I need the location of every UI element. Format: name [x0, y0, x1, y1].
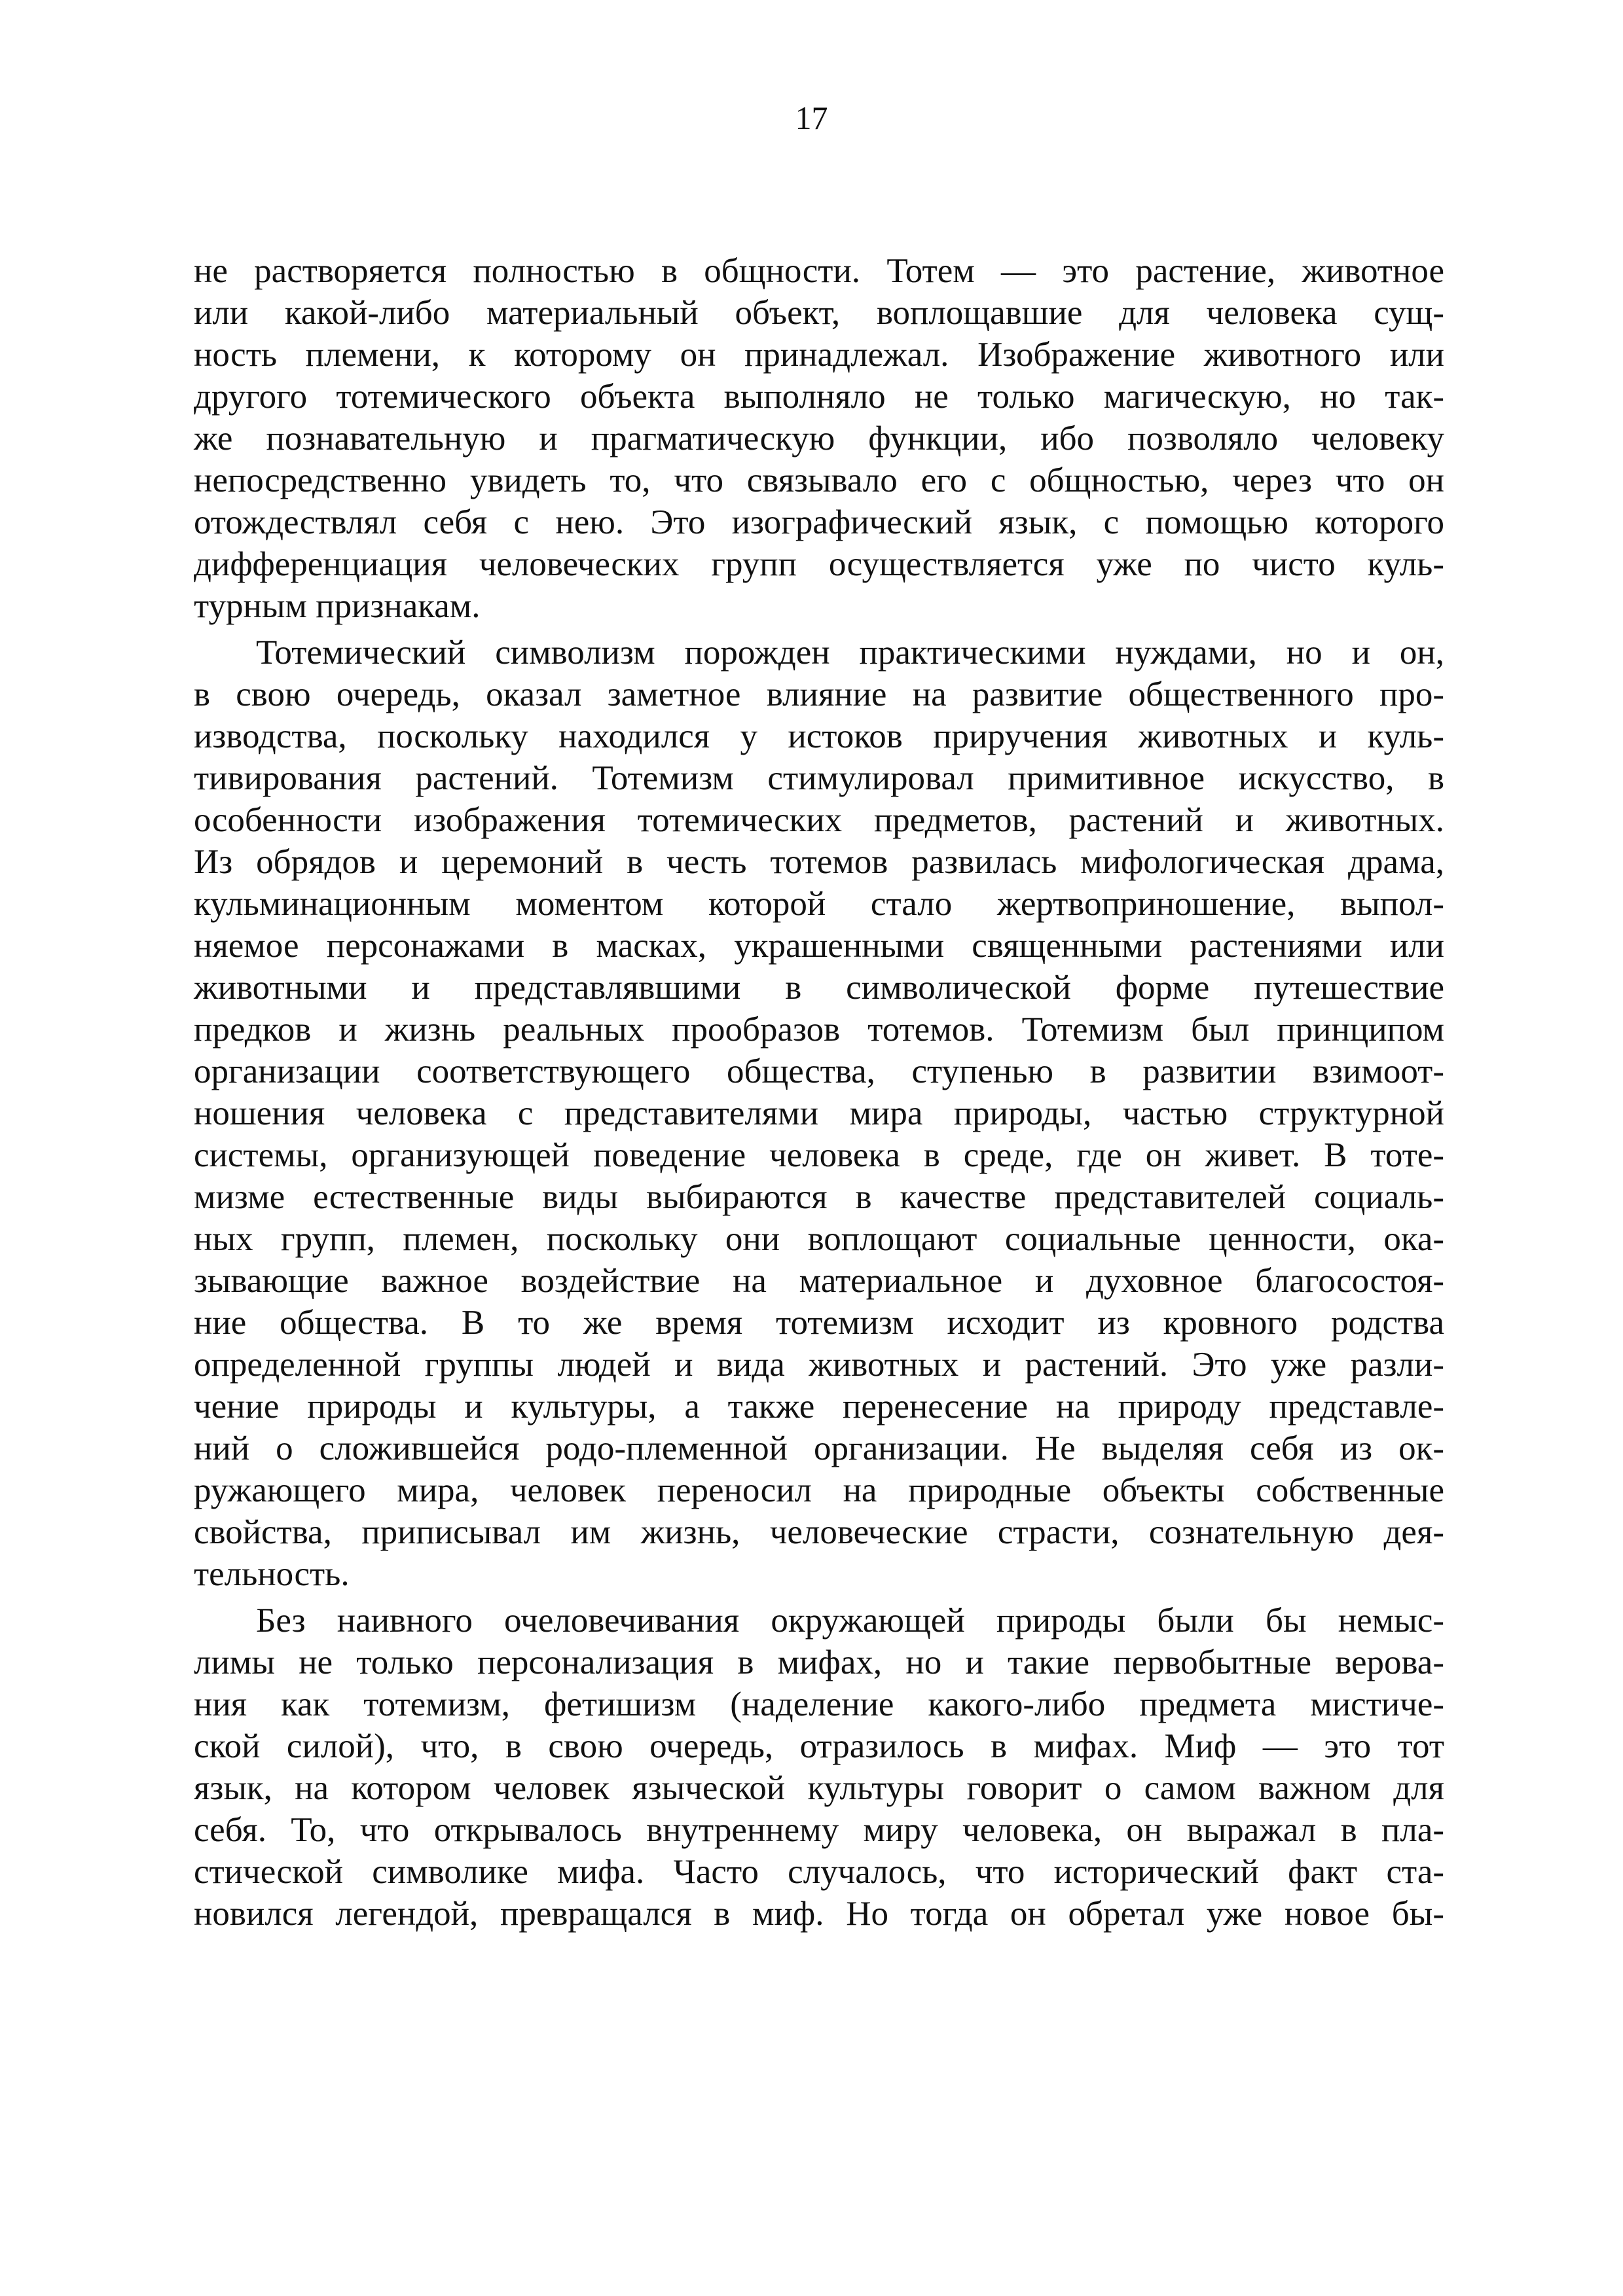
text-line: в свою очередь, оказал заметное влияние на развитие общественного про-	[194, 675, 1444, 713]
text-line: Из обрядов и церемоний в честь тотемов развилась мифологическая драма,	[194, 843, 1444, 881]
text-line: ных групп, племен, поскольку они воплощают социальные ценности, ока-	[194, 1220, 1444, 1258]
text-line: Без наивного очеловечивания окружающей природы были бы немыс-	[256, 1602, 1444, 1640]
paragraph-gap	[194, 627, 1444, 632]
text-line: свойства, приписывал им жизнь, человеческие страсти, сознательную дея-	[194, 1513, 1444, 1551]
paragraph	[194, 632, 1444, 1595]
text-line: мизме естественные виды выбираются в качестве представителей социаль-	[194, 1178, 1444, 1216]
text-line: изводства, поскольку находился у истоков приручения животных и куль-	[194, 717, 1444, 755]
text-line: организации соответствующего общества, ступенью в развитии взимоот-	[194, 1052, 1444, 1090]
text-line: стической символике мифа. Часто случалось, что исторический факт ста-	[194, 1853, 1444, 1891]
text-line: определенной группы людей и вида животных и растений. Это уже разли-	[194, 1346, 1444, 1384]
text-line: другого тотемического объекта выполняло не только магическую, но так-	[194, 378, 1444, 416]
text-line: новился легендой, превращался в миф. Но тогда он обретал уже новое бы-	[194, 1895, 1444, 1933]
text-line: чение природы и культуры, а также перенесение на природу представле-	[194, 1388, 1444, 1426]
text-line: язык, на котором человек языческой культуры говорит о самом важном для	[194, 1769, 1444, 1807]
text-line: ской силой), что, в свою очередь, отразилось в мифах. Миф — это тот	[194, 1727, 1444, 1765]
paragraph	[194, 1600, 1444, 1935]
text-line: не растворяется полностью в общности. Тотем — это растение, животное	[194, 252, 1444, 290]
text-line: животными и представлявшими в символической форме путешествие	[194, 969, 1444, 1007]
text-line: ние общества. В то же время тотемизм исходит из кровного родства	[194, 1304, 1444, 1342]
text-line: ность племени, к которому он принадлежал. Изображение животного или	[194, 336, 1444, 374]
text-line: зывающие важное воздействие на материальное и духовное благосостоя-	[194, 1262, 1444, 1300]
text-line: непосредственно увидеть то, что связывало его с общностью, через что он	[194, 461, 1444, 499]
text-line: отождествлял себя с нею. Это изографический язык, с помощью которого	[194, 503, 1444, 541]
body-text	[194, 250, 1444, 1935]
text-line: Тотемический символизм порожден практическими нуждами, но и он,	[256, 634, 1444, 672]
text-line: кульминационным моментом которой стало жертвоприношение, выпол-	[194, 885, 1444, 923]
text-line: няемое персонажами в масках, украшенными священными растениями или	[194, 927, 1444, 965]
text-line: или какой-либо материальный объект, воплощавшие для человека сущ-	[194, 294, 1444, 332]
text-line: себя. То, что открывалось внутреннему миру человека, он выражал в пла-	[194, 1811, 1444, 1849]
page-number: 17	[795, 99, 828, 136]
text-line: ний о сложившейся родо-племенной организации. Не выделяя себя из ок-	[194, 1429, 1444, 1467]
text-line: турным признакам.	[194, 587, 481, 625]
text-line: дифференциация человеческих групп осуществляется уже по чисто куль-	[194, 545, 1444, 583]
text-line: предков и жизнь реальных прообразов тотемов. Тотемизм был принципом	[194, 1011, 1444, 1049]
text-line: тельность.	[194, 1555, 350, 1593]
text-line: системы, организующей поведение человека в среде, где он живет. В тоте-	[194, 1136, 1444, 1174]
text-line: же познавательную и прагматическую функции, ибо позволяло человеку	[194, 420, 1444, 457]
text-line: ружающего мира, человек переносил на природные объекты собственные	[194, 1471, 1444, 1509]
paragraph	[194, 250, 1444, 627]
text-line: лимы не только персонализация в мифах, но и такие первобытные верова-	[194, 1643, 1444, 1681]
text-line: особенности изображения тотемических предметов, растений и животных.	[194, 801, 1444, 839]
text-line: тивирования растений. Тотемизм стимулировал примитивное искусство, в	[194, 759, 1444, 797]
paragraph-gap	[194, 1595, 1444, 1600]
text-line: ношения человека с представителями мира природы, частью структурной	[194, 1094, 1444, 1132]
text-line: ния как тотемизм, фетишизм (наделение какого-либо предмета мистиче-	[194, 1685, 1444, 1723]
